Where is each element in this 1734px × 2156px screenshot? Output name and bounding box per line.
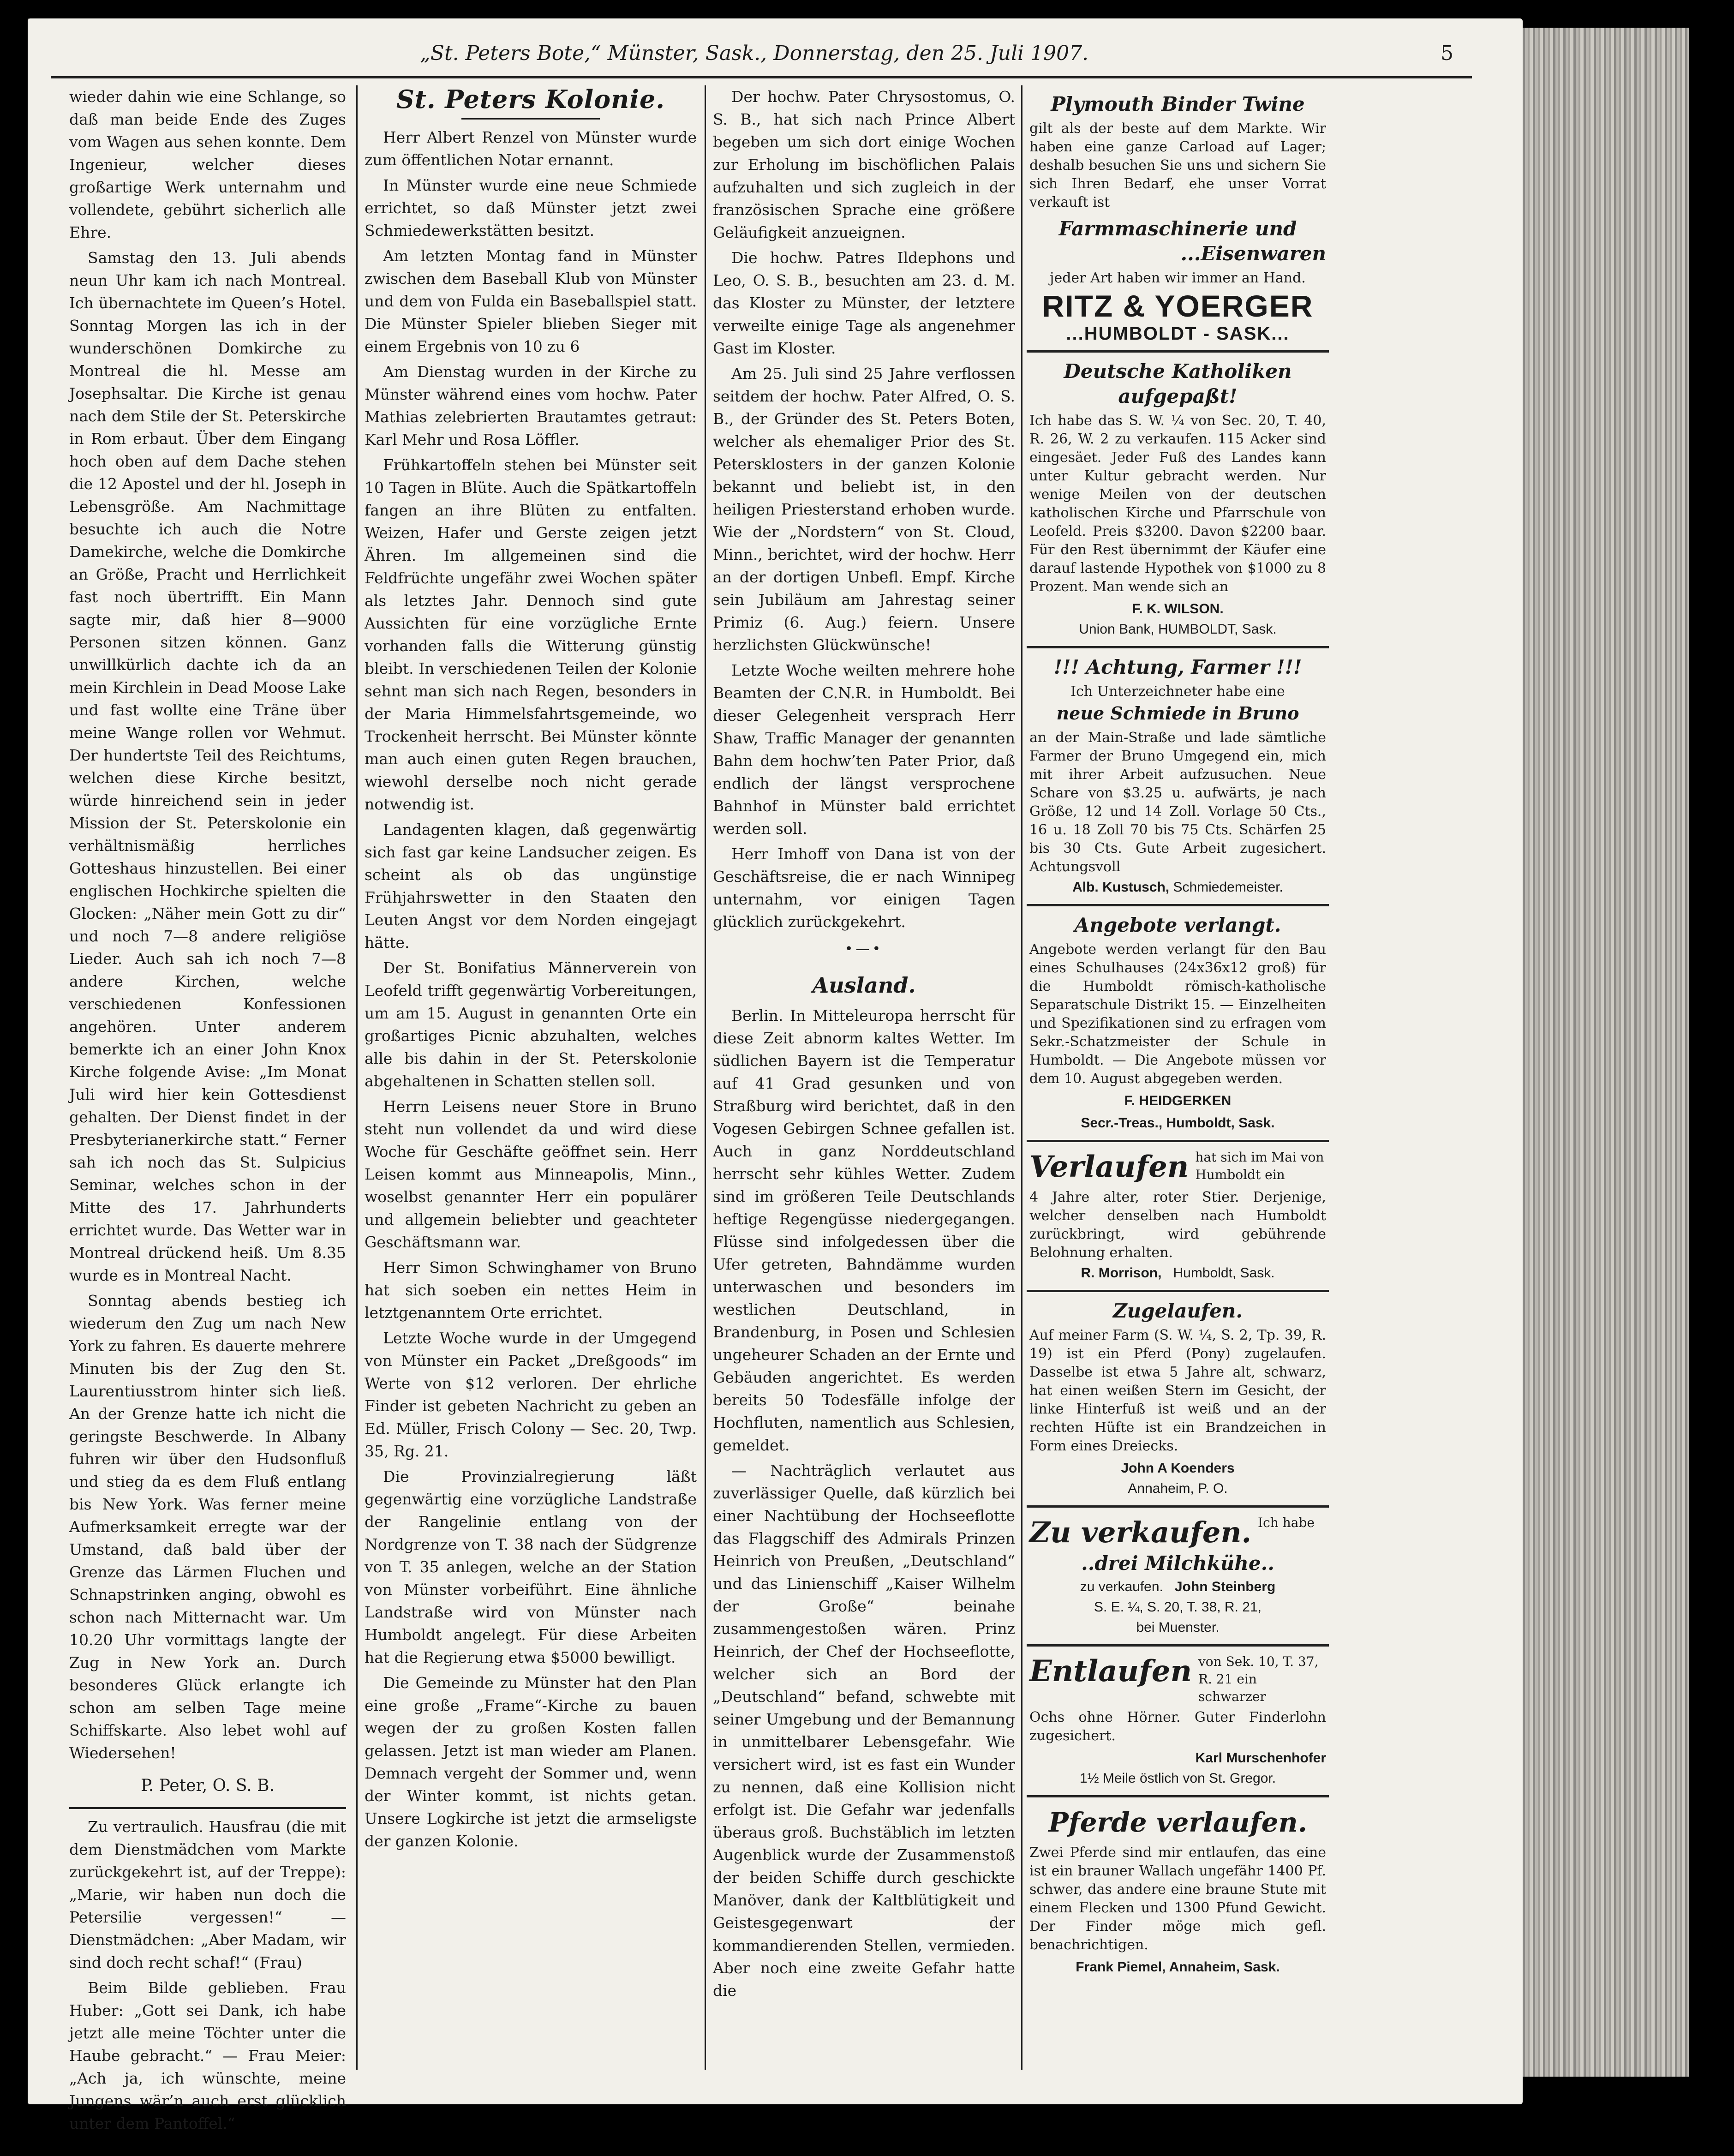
ad-location: S. E. ¼, S. 20, T. 38, R. 21,	[1094, 1599, 1262, 1615]
news-item: Berlin. In Mitteleuropa herrscht für diese Zeit abnorm kaltes Wetter. Im südlichen Bayern ist die Temperatur auf 41 Grad gesunken und von Straßburg wird berichtet, daß in den Vogesen Gebirgen Schnee gefallen ist. Auch in ganz Norddeutschland herrscht sehr kühles Wetter. Zudem sind im größeren Teile Deutschlands heftige Regengüsse niedergegangen. Flüsse sind infolgedessen über die Ufer getreten, Bahndämme wurden unterwaschen und besonders im westlichen Deutschland, in Brandenburg, in Posen und Schlesien ungeheurer Schaden an der Ernte und Gebäuden angerichtet. Es werden bereits 50 Todesfälle infolge der Hochfluten, namentlich aus Schlesien, gemeldet.	[713, 1006, 1015, 1454]
article-paragraph: Sonntag abends bestieg ich wiederum den Zug um nach New York zu fahren. Es dauerte mehrere Minuten bis der Zug den St. Laurentiusstrom hinter sich ließ. An der Grenze hatte ich nicht die geringste Beschwerde. In Albany fuhren wir über den Hudsonfluß und stieg da es dem Fluß entlang bis New York. Was ferner meine Aufmerksamkeit erregte war der Umstand, daß bald über der Grenze das Lärmen Fluchen und Schnapstrinken anging, obwohl es schon nach Mitternacht war. Um 10.20 Uhr vormittags langte der Zug in New York an. Durch besonderes Glück erlangte ich schon am selben Tage meine Schiffskarte. Also lebet wohl auf Wiedersehen!	[69, 1292, 346, 1762]
ad-achtung-farmer	[1027, 648, 1329, 906]
page-number: 5	[1441, 42, 1453, 65]
news-item: Die Gemeinde zu Münster hat den Plan eine große „Frame“-Kirche zu bauen wegen der zu großen Kosten fallen gelassen. Jetzt ist man wieder am Planen. Demnach vergeht der Sommer und, wenn der Winter kommt, ist nichts getan. Unsere Logkirche ist jetzt die armseligste der ganzen Kolonie.	[365, 1674, 697, 1850]
ad-entlaufen	[1027, 1647, 1329, 1797]
ad-signer	[1029, 1578, 1326, 1596]
article-paragraph: wieder dahin wie eine Schlange, so daß man beide Ende des Zuges vom Wagen aus sehen konnte. Dem Ingenieur, welcher dieses großartige Werk unternahm und vollendete, gebührt sicherlich alle Ehre.	[69, 88, 346, 241]
news-item: Am letzten Montag fand in Münster zwischen dem Baseball Klub von Münster und dem von Fulda ein Baseballspiel statt. Die Münster Spieler blieben Sieger mit einem Ergebnis von 10 zu 6	[365, 247, 697, 355]
ad-title-row	[1029, 1653, 1326, 1706]
news-item: Die Provinzialregierung läßt gegenwärtig eine vorzügliche Landstraße der Rangelinie entlang von der Nordgrenze von T. 38 nach der Südgrenze von T. 35 anlegen, welche an der Station von Münster vorbeiführt. Eine ähnliche Landstraße wird von Münster nach Humboldt angelegt. Für diese Arbeiten hat die Regierung etwa $5000 bewilligt.	[365, 1467, 697, 1666]
ad-signer-role: Schmiedemeister.	[1173, 880, 1283, 895]
running-title: „St. Peters Bote,“ Münster, Sask., Donnerstag, den 25. Juli 1907.	[420, 42, 1089, 65]
ad-title: Pferde verlaufen.	[1048, 1807, 1307, 1838]
news-item: Am 25. Juli sind 25 Jahre verflossen seitdem der hochw. Pater Alfred, O. S. B., der Gründer des St. Peters Boten, welcher als ehemaliger Prior des St. Petersklosters in der ganzen Kolonie bekannt und beliebt ist, in den heiligen Priesterstand erhoben wurde. Wie der „Nordstern“ von St. Cloud, Minn., berichtet, wird der hochw. Herr an der dortigen Unbefl. Empf. Kirche sein Jubiläum am Jahrestag seiner Primiz (6. Aug.) feiern. Unsere herzlichsten Glückwünsche!	[713, 365, 1015, 654]
news-item: Am Dienstag wurden in der Kirche zu Münster während eines vom hochw. Pater Mathias zelebrierten Brautamtes getraut: Karl Mehr und Rosa Löffler.	[365, 363, 697, 449]
column-1	[69, 85, 346, 2132]
ad-body: Ich habe das S. W. ¼ von Sec. 20, T. 40, R. 26, W. 2 zu verkaufen. 115 Acker sind eingesäet. Jeder Fuß des Landes kann unter Kultur gebracht werden. Nur wenige Meilen von der deutschen katholischen Kirche und Pfarrschule von Leofeld. Preis $3200. Davon $2200 baar. Für den Rest übernimmt der Käufer eine darauf lastende Hypothek von $1000 zu 8 Prozent. Man wende sich an	[1029, 413, 1326, 595]
ad-body: Angebote werden verlangt für den Bau eines Schulhauses (24x36x12 groß) für die Humboldt römisch-katholische Separatschule Distrikt 15. — Einzelheiten und Spezifikationen sind zu erfragen vom Sekr.-Schatzmeister der Schule in Humboldt. — Die Angebote müssen vor dem 10. August abgegeben werden.	[1029, 941, 1326, 1087]
ad-deutsche-katholiken	[1027, 353, 1329, 648]
advertisement-column	[1027, 85, 1329, 2074]
ad-body: 4 Jahre alter, roter Stier. Derjenige, welcher denselben nach Humboldt zurückbringt, wird gebührende Belohnung erhalten.	[1029, 1189, 1326, 1261]
ad-firm-place: ...HUMBOLDT - SASK...	[1066, 323, 1290, 344]
ad-signer	[1029, 878, 1326, 897]
ad-body: Auf meiner Farm (S. W. ¼, S. 2, Tp. 39, R. 19) ist ein Pferd (Pony) zugelaufen. Dasselbe ist etwa 5 Jahre alt, schwarz, hat einen weißen Stern im Gesicht, der linke Hinterfuß ist weiß und an der rechten Hüfte ist ein Brandzeichen in Form eines Dreiecks.	[1029, 1327, 1326, 1454]
ad-line: jeder Art haben wir immer an Hand.	[1050, 270, 1306, 286]
page-stack-edge	[1523, 28, 1689, 2077]
news-item: Herr Albert Renzel von Münster wurde zum öffentlichen Notar ernannt.	[365, 128, 697, 169]
page-header	[51, 42, 1472, 74]
ad-title: Verlaufen	[1029, 1150, 1189, 1184]
column-rule-1	[356, 85, 358, 2070]
ad-angebote-verlangt	[1027, 906, 1329, 1142]
ad-signer: F. K. WILSON.	[1132, 601, 1224, 617]
ad-signer-name: R. Morrison,	[1081, 1265, 1162, 1281]
ad-side-text: von Sek. 10, T. 37, R. 21 ein schwarzer	[1198, 1654, 1319, 1704]
ad-body: Zwei Pferde sind mir entlaufen, das eine ist ein brauner Wallach ungefähr 1400 Pf. schwer, das andere eine braune Stute mit einem Flecken und 1300 Pfund Gewicht. Der Finder möge mich gefl. benachrichtigen.	[1029, 1845, 1326, 1953]
ad-signer	[1029, 1264, 1326, 1282]
ad-signer: John A Koenders	[1121, 1461, 1235, 1476]
ad-zu-verkaufen	[1027, 1508, 1329, 1647]
ad-signer-role: Secr.-Treas., Humboldt, Sask.	[1081, 1115, 1275, 1131]
ad-signer-place: Annaheim, P. O.	[1128, 1481, 1228, 1496]
ad-body: gilt als der beste auf dem Markte. Wir haben eine ganze Carload auf Lager; deshalb besuchen Sie uns und sichern Sie sich Ihren Bedarf, ehe unser Vorrat verkauft ist	[1029, 120, 1326, 210]
news-item: Herr Simon Schwinghamer von Bruno hat sich soeben ein nettes Heim in letztgenanntem Orte errichtet.	[365, 1258, 697, 1322]
ad-zugelaufen	[1027, 1292, 1329, 1508]
ad-title: Angebote verlangt.	[1074, 914, 1281, 936]
anecdote: Zu vertraulich. Hausfrau (die mit dem Dienstmädchen vom Markte zurückgekehrt ist, auf der Treppe): „Marie, wir haben nun doch die Petersilie vergessen!“ — Dienstmädchen: „Aber Madam, wir sind doch recht schaf!“ (Frau)	[69, 1818, 346, 1971]
news-item: Der hochw. Pater Chrysostomus, O. S. B., hat sich nach Prince Albert begeben um sich dort einige Wochen zur Erholung im bischöflichen Palais aufzuhalten und sich zugleich in der französischen Sprache eine größere Geläufigkeit anzueignen.	[713, 88, 1015, 241]
heading-rule	[461, 118, 600, 120]
header-rule	[51, 76, 1472, 78]
ad-title: !!! Achtung, Farmer !!!	[1053, 656, 1302, 678]
article-paragraph: Samstag den 13. Juli abends neun Uhr kam ich nach Montreal. Ich übernachtete im Queen’s Hotel. Sonntag Morgen las ich in der wunderschönen Domkirche zu Montreal die hl. Messe am Josephsaltar. Die Kirche ist genau nach dem Stile der St. Peterskirche in Rom erbaut. Über dem Eingang hoch oben auf dem Dache stehen die 12 Apostel und der hl. Joseph in Lebensgröße. Am Nachmittage besuchte ich auch die Notre Damekirche, welche die Domkirche an Größe, Pracht und Herrlichkeit fast noch übertrifft. Ein Mann sagte mir, daß hier 8—9000 Personen sitzen können. Ganz unwillkürlich dachte ich da an mein Kirchlein in Dead Moose Lake und fast wollte eine Träne über meine Wange rollen vor Wehmut. Der hundertste Teil des Reichtums, welchen diese Kirche besitzt, würde hinreichend sein in jeder Mission der St. Peterskolonie ein verhältnismäßig herrliches Gotteshaus hinzustellen. Bei einer englischen Hochkirche spielten die Glocken: „Näher mein Gott zu dir“ und noch 7—8 andere religiöse Lieder. Auch sah ich noch 7—8 andere Kirchen, welche verschiedenen Konfessionen angehören. Unter anderem bemerkte ich an einer John Knox Kirche folgende Avise: „Im Monat Juli wird hier kein Gottesdienst gehalten. Der Dienst findet in der Presbyterianerkirche statt.“ Ferner sah ich noch das St. Sulpicius Seminar, welches schon in der Mitte des 17. Jahrhunderts errichtet wurde. Das Wetter war in Montreal drückend heiß. Um 8.35 wurde es in Montreal Nacht.	[69, 249, 346, 1284]
anecdote: Beim Bilde geblieben. Frau Huber: „Gott sei Dank, ich habe jetzt alle meine Töchter unter die Haube gebracht.“ — Frau Meier: „Ach ja, ich wünschte, meine Jungens wär’n auch erst glücklich unter dem Pantoffel.“	[69, 1979, 346, 2132]
news-item: Herrn Leisens neuer Store in Bruno steht nun vollendet da und wird diese Woche für Geschäfte geöffnet sein. Herr Leisen kommt aus Minneapolis, Minn., woselbst genannter Herr ein populärer und allgemein beliebter und geachteter Geschäftsmann war.	[365, 1097, 697, 1251]
ad-signer-place: Humboldt, Sask.	[1173, 1265, 1275, 1281]
ad-verlaufen	[1027, 1142, 1329, 1292]
news-item: Die hochw. Patres Ildephons und Leo, O. S. B., besuchten am 23. d. M. das Kloster zu Münster, der letztere verweilte einige Tage als angenehmer Gast im Kloster.	[713, 249, 1015, 357]
article-signature: P. Peter, O. S. B.	[140, 1776, 275, 1795]
column-rule-2	[705, 85, 706, 2070]
ad-subtitle: ...Eisenwaren	[1180, 242, 1326, 265]
ad-signer: Frank Piemel, Annaheim, Sask.	[1076, 1959, 1280, 1975]
news-item: In Münster wurde eine neue Schmiede errichtet, so daß Münster jetzt zwei Schmiedewerkstätten besitzt.	[365, 176, 697, 240]
ad-title-row	[1029, 1514, 1326, 1551]
ad-pre: zu verkaufen.	[1080, 1579, 1163, 1594]
ad-address: Union Bank, HUMBOLDT, Sask.	[1079, 622, 1277, 637]
news-item: — Nachträglich verlautet aus zuverlässiger Quelle, daß kürzlich bei einer Nachtübung der Hochseeflotte das Flaggschiff des Admirals Prinzen Heinrich von Preußen, „Deutschland“ und das Linienschiff „Kaiser Wilhelm der Große“ beinahe zusammengestoßen wären. Prinz Heinrich, der Chef der Hochseeflotte, welcher sich an Bord der „Deutschland“ befand, schwebte mit seiner Umgebung und der Bemannung in unmittelbarer Lebensgefahr. Wie versichert wird, ist es fast ein Wunder zu nennen, daß eine Kollision nicht erfolgt ist. Die Gefahr war jedenfalls überaus groß. Buchstäblich im letzten Augenblick wurde der Zusammenstoß der beiden Schiffe durch geschickte Manöver, dank der Kaltblütigkeit und Geistesgegenwart der kommandierenden Stellen, vermieden. Aber noch eine zweite Gefahr hatte die	[713, 1461, 1015, 2000]
ad-signer-name: Alb. Kustusch,	[1072, 880, 1170, 895]
ad-pferde-verlaufen	[1027, 1797, 1329, 1984]
ad-near: bei Muenster.	[1136, 1620, 1220, 1635]
ad-signer: Karl Murschenhofer	[1195, 1750, 1326, 1766]
ornament-divider: •—•	[844, 941, 884, 957]
ad-side-text: hat sich im Mai von Humboldt ein	[1195, 1150, 1324, 1182]
ad-subtitle: ..drei Milchkühe..	[1081, 1552, 1274, 1575]
section-divider	[69, 1807, 346, 1809]
section-heading: St. Peters Kolonie.	[396, 84, 665, 114]
news-item: Letzte Woche wurde in der Umgegend von Münster ein Packet „Dreßgoods“ im Werte von $12 verloren. Der ehrliche Finder ist gebeten Nachricht zu geben an Ed. Müller, Frisch Colony — Sec. 20, Twp. 35, Rg. 21.	[365, 1329, 697, 1460]
ad-headline: neue Schmiede in Bruno	[1056, 703, 1299, 724]
ad-signer: F. HEIDGERKEN	[1124, 1093, 1232, 1108]
ad-signer-name: John Steinberg	[1174, 1579, 1276, 1594]
ad-title: Plymouth Binder Twine	[1051, 93, 1305, 115]
ad-binder-twine	[1027, 85, 1329, 353]
news-item: Landagenten klagen, daß gegenwärtig sich fast gar keine Landsucher zeigen. Es scheint als ob das ungünstige Frühjahrswetter in den Staaten den Leuten Angst vor dem Norden eingejagt hätte.	[365, 820, 697, 952]
ad-title: Zugelaufen.	[1113, 1300, 1243, 1322]
news-item: Herr Imhoff von Dana ist von der Geschäftsreise, die er nach Winnipeg unternahm, vor einigen Tagen glücklich zurückgekehrt.	[713, 845, 1015, 931]
news-item: Der St. Bonifatius Männerverein von Leofeld trifft gegenwärtig Vorbereitungen, um am 15. August in genannten Orte ein großartiges Picnic abzuhalten, welches alle bis dahin in der St. Peterskolonie abgehaltenen in Schatten stellen soll.	[365, 959, 697, 1090]
news-item: Frühkartoffeln stehen bei Münster seit 10 Tagen in Blüte. Auch die Spätkartoffeln fangen an ihre Blüten zu entfalten. Weizen, Hafer und Gerste zeigen jetzt Ähren. Im allgemeinen sind die Feldfrüchte ungefähr zwei Wochen später als letztes Jahr. Dennoch sind gute Aussichten für eine vorzügliche Ernte vorhanden falls die Witterung günstig bleibt. In verschiedenen Teilen der Kolonie sehnt man sich nach Regen, besonders in der Maria Himmelsfahrtsgemeinde, wo Trockenheit herrscht. Bei Münster könnte man auch einen guten Regen brauchen, wiewohl derselbe noch nicht gerade notwendig ist.	[365, 456, 697, 813]
section-heading-ausland: Ausland.	[812, 973, 916, 998]
column-rule-3	[1021, 85, 1022, 2070]
ad-title: aufgepaßt!	[1118, 385, 1238, 407]
column-2	[365, 85, 697, 2074]
ad-title: Entlaufen	[1029, 1654, 1192, 1689]
ad-body: Ochs ohne Hörner. Guter Finderlohn zugesichert.	[1029, 1709, 1326, 1744]
ad-location: 1½ Meile östlich von St. Gregor.	[1079, 1771, 1276, 1786]
ad-firm-name: RITZ & YOERGER	[1042, 289, 1314, 323]
ad-title-row	[1029, 1149, 1326, 1186]
ad-intro: Ich Unterzeichneter habe eine	[1070, 683, 1285, 700]
ad-title: Deutsche Katholiken	[1064, 360, 1292, 383]
news-item: Letzte Woche weilten mehrere hohe Beamten der C.N.R. in Humboldt. Bei dieser Gelegenheit versprach Herr Shaw, Traffic Manager der genannten Bahn dem hochw’ten Pater Prior, daß endlich der längst versprochene Bahnhof in Münster bald errichtet werden soll.	[713, 661, 1015, 838]
ad-body: an der Main-Straße und lade sämtliche Farmer der Bruno Umgegend ein, mich mit ihrer Arbeit aufzusuchen. Neue Schare von $3.25 u. aufwärts, je nach Größe, 12 und 14 Zoll. Vorlage 50 Cts., 16 u. 18 Zoll 70 bis 75 Cts. Schärfen 25 bis 30 Cts. Gute Arbeit zugesichert. Achtungsvoll	[1029, 730, 1326, 875]
ad-title: Zu verkaufen.	[1029, 1515, 1252, 1549]
ad-subtitle: Farmmaschinerie und	[1058, 217, 1297, 240]
ad-side-text: Ich habe	[1258, 1515, 1315, 1530]
column-3	[713, 85, 1015, 2074]
